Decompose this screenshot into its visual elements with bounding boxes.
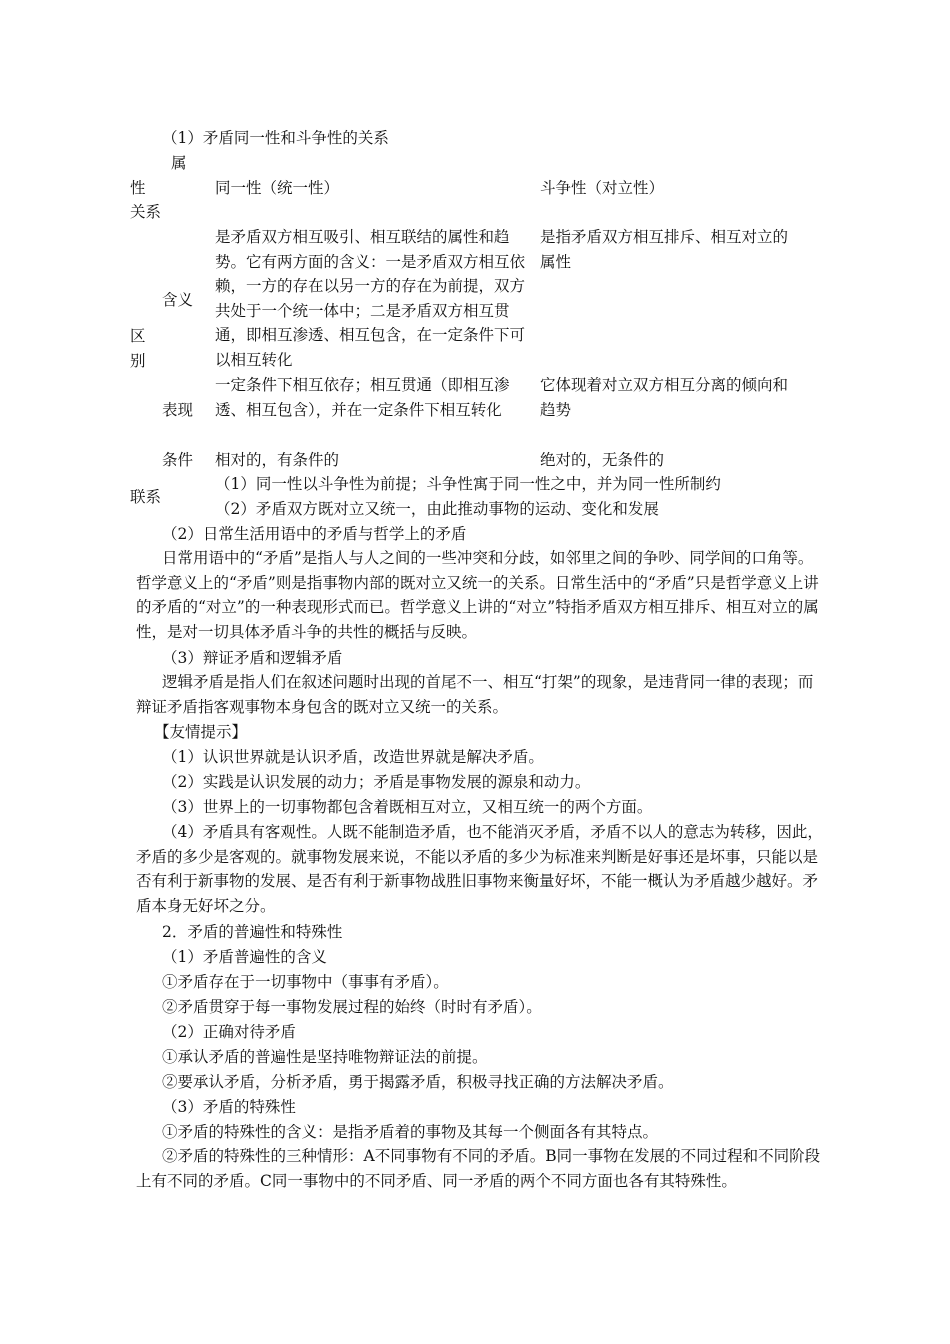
row-label-manifestation: 表现 [162, 401, 194, 419]
meaning-struggle-cell: 是指矛盾双方相互排斥、相互对立的属性 [540, 228, 789, 271]
tips-heading: 【友情提示】 [154, 723, 248, 741]
condition-struggle-cell: 绝对的，无条件的 [540, 451, 665, 469]
part2-sub2-item-2: ②要承认矛盾，分析矛盾，勇于揭露矛盾，积极寻找正确的方法解决矛盾。 [162, 1073, 674, 1091]
section3-heading: （3）辩证矛盾和逻辑矛盾 [162, 649, 343, 667]
part2-sub1-heading: （1）矛盾普遍性的含义 [162, 948, 327, 966]
tips-item-3: （3）世界上的一切事物都包含着既相互对立，又相互统一的两个方面。 [162, 798, 653, 816]
tips-item-1: （1）认识世界就是认识矛盾，改造世界就是解决矛盾。 [162, 748, 544, 766]
manifestation-identity-cell: 一定条件下相互依存；相互贯通（即相互渗透、相互包含），并在一定条件下相互转化 [215, 376, 510, 419]
link-item-2: （2）矛盾双方既对立又统一，由此推动事物的运动、变化和发展 [215, 500, 659, 518]
part2-sub1-item-2: ②矛盾贯穿于每一事物发展过程的始终（时时有矛盾）。 [162, 998, 542, 1016]
part2-sub3-item-1: ①矛盾的特殊性的含义：是指矛盾着的事物及其每一个侧面各有其特点。 [162, 1123, 659, 1141]
row-label-meaning: 含义 [162, 291, 194, 309]
manifestation-struggle-cell: 它体现着对立双方相互分离的倾向和趋势 [540, 376, 789, 419]
part2-sub3-heading: （3）矛盾的特殊性 [162, 1098, 296, 1116]
meaning-identity-cell: 是矛盾双方相互吸引、相互联结的属性和趋势。它有两方面的含义：一是矛盾双方相互依赖，一方的存在以另一方的存在为前提，双方共处于一个统一体中；二是矛盾双方相互贯通，即相互渗透、相互包含，在一定条件下可以相互转化 [215, 228, 526, 369]
header-corner-top: 属 [171, 154, 187, 172]
group-label-bottom: 别 [130, 352, 146, 370]
part2-heading: 2．矛盾的普遍性和特殊性 [162, 923, 343, 941]
header-identity: 同一性（统一性） [215, 179, 340, 197]
group-label-top: 区 [130, 327, 146, 345]
link-label: 联系 [130, 488, 162, 506]
part2-sub2-item-1: ①承认矛盾的普遍性是坚持唯物辩证法的前提。 [162, 1048, 488, 1066]
section3-paragraph: 逻辑矛盾是指人们在叙述问题时出现的首尾不一、相互“打架”的现象，是违背同一律的表现；而辩证矛盾指客观事物本身包含的既对立又统一的关系。 [136, 673, 814, 716]
condition-identity-cell: 相对的，有条件的 [215, 451, 340, 469]
section2-heading: （2）日常生活用语中的矛盾与哲学上的矛盾 [162, 525, 467, 543]
header-corner-mid: 性 [130, 179, 146, 197]
header-corner-bottom: 关系 [130, 203, 162, 221]
part2-sub1-item-1: ①矛盾存在于一切事物中（事事有矛盾）。 [162, 973, 449, 991]
tips-item-2: （2）实践是认识发展的动力；矛盾是事物发展的源泉和动力。 [162, 773, 591, 791]
part2-sub3-item-2: ②矛盾的特殊性的三种情形：A不同事物有不同的矛盾。B同一事物在发展的不同过程和不同阶段上有不同的矛盾。C同一事物中的不同矛盾、同一矛盾的两个不同方面也各有其特殊性。 [136, 1147, 821, 1190]
part2-sub2-heading: （2）正确对待矛盾 [162, 1023, 296, 1041]
link-item-1: （1）同一性以斗争性为前提；斗争性寓于同一性之中，并为同一性所制约 [215, 475, 721, 493]
table-caption: （1）矛盾同一性和斗争性的关系 [162, 129, 389, 147]
section2-paragraph: 日常用语中的“矛盾”是指人与人之间的一些冲突和分歧，如邻里之间的争吵、同学间的口角等。哲学意义上的“矛盾”则是指事物内部的既对立又统一的关系。日常生活中的“矛盾”只是哲学意义上讲的矛盾的“对立”的一种表现形式而已。哲学意义上讲的“对立”特指矛盾双方相互排斥、相互对立的属性，是对一切具体矛盾斗争的共性的概括与反映。 [136, 549, 819, 641]
row-label-condition: 条件 [162, 451, 194, 469]
tips-item-4: （4）矛盾具有客观性。人既不能制造矛盾，也不能消灭矛盾，矛盾不以人的意志为转移，因此，矛盾的多少是客观的。就事物发展来说，不能以矛盾的多少为标准来判断是好事还是坏事，只能以是否有利于新事物的发展、是否有利于新事物战胜旧事物来衡量好坏，不能一概认为矛盾越少越好。矛盾本身无好坏之分。 [136, 823, 823, 915]
header-struggle: 斗争性（对立性） [540, 179, 665, 197]
